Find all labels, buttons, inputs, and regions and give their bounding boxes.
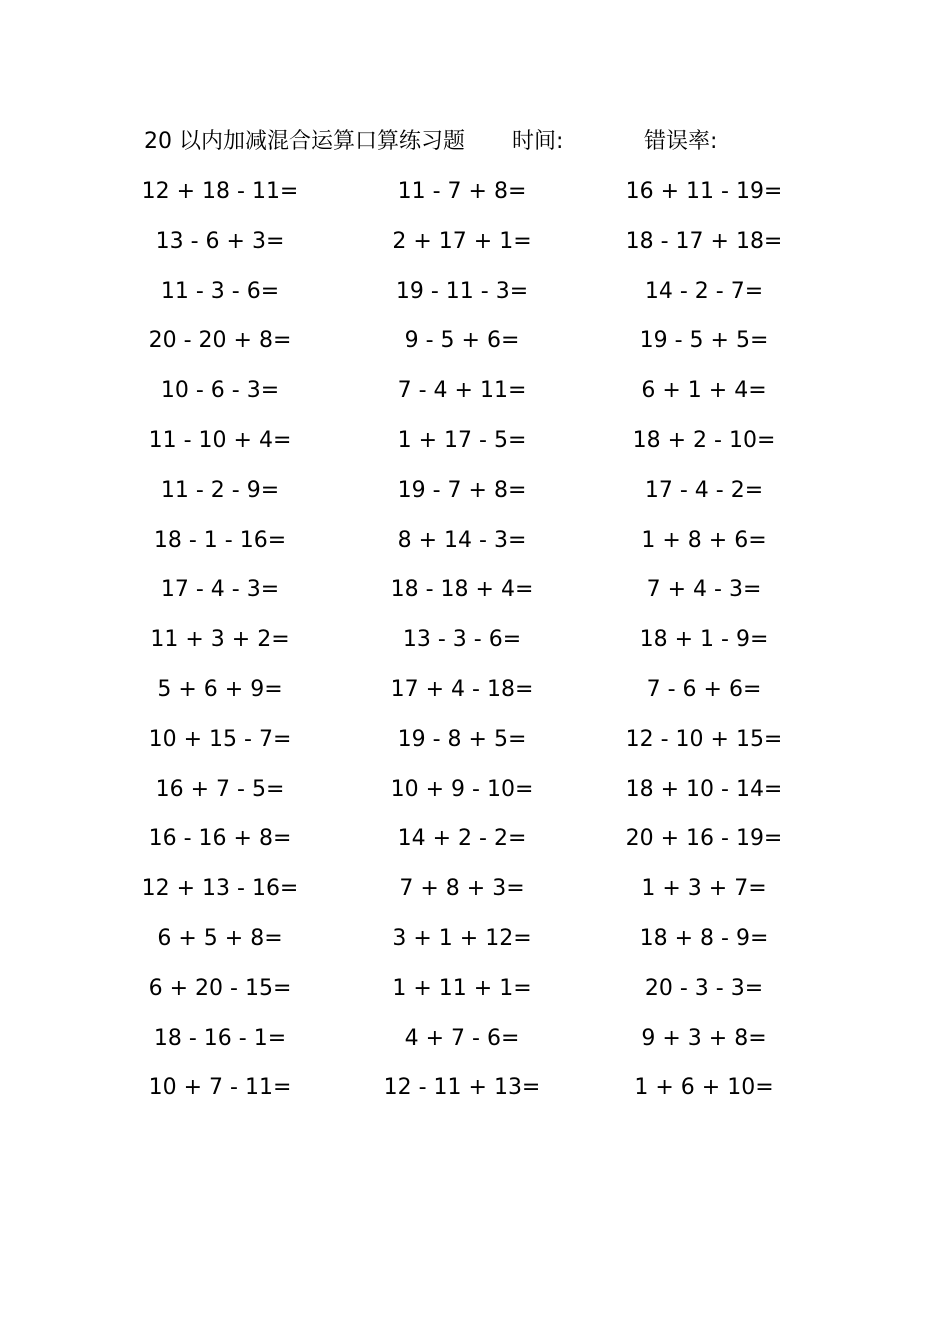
math-problem: 12 + 13 - 16= [141,876,299,902]
problem-row [0,570,950,620]
math-problem: 1 + 17 - 5= [397,427,527,453]
problem-row [0,1019,950,1069]
math-problem: 10 + 15 - 7= [148,726,292,752]
math-problem: 3 + 1 + 12= [392,925,532,951]
math-problem: 10 + 9 - 10= [390,776,534,802]
math-problem: 18 - 16 - 1= [153,1025,287,1051]
problem-row [0,471,950,521]
math-problem: 18 + 1 - 9= [639,627,769,653]
math-problem: 18 - 1 - 16= [153,527,287,553]
math-problem: 20 - 20 + 8= [148,328,292,354]
math-problem: 2 + 17 + 1= [392,228,532,254]
math-problem: 12 - 11 + 13= [383,1075,541,1101]
math-problem: 1 + 6 + 10= [634,1075,774,1101]
math-problem: 5 + 6 + 9= [157,676,283,702]
math-problem: 18 - 18 + 4= [390,577,534,603]
problem-row [0,969,950,1019]
math-problem: 11 + 3 + 2= [150,627,290,653]
math-problem: 16 - 16 + 8= [148,826,292,852]
math-problem: 11 - 7 + 8= [397,179,527,204]
math-problem: 12 - 10 + 15= [625,726,783,752]
math-problem: 10 - 6 - 3= [160,378,280,404]
math-problem: 6 + 20 - 15= [148,975,292,1001]
worksheet-header [0,124,950,160]
math-problem: 10 + 7 - 11= [148,1075,292,1101]
math-problem: 17 - 4 - 3= [160,577,280,603]
math-problem: 7 + 8 + 3= [399,876,525,902]
math-problem: 19 - 5 + 5= [639,328,769,354]
math-problem: 7 - 4 + 11= [397,378,527,404]
math-problem: 7 + 4 - 3= [646,577,762,603]
math-problem: 11 - 10 + 4= [148,427,292,453]
problem-row [0,670,950,720]
problem-row [0,321,950,371]
problem-row [0,869,950,919]
math-problem: 16 + 7 - 5= [155,776,285,802]
math-problem: 9 - 5 + 6= [404,328,520,354]
problem-row [0,819,950,869]
math-problem: 1 + 11 + 1= [392,975,532,1001]
math-problem: 18 + 8 - 9= [639,925,769,951]
problem-row [0,620,950,670]
problem-row [0,521,950,571]
math-problem: 11 - 3 - 6= [160,278,280,304]
math-problem: 8 + 14 - 3= [397,527,527,553]
math-problem: 19 - 11 - 3= [395,278,529,304]
math-problem: 13 - 3 - 6= [402,627,522,653]
problem-row [0,720,950,770]
math-problem: 7 - 6 + 6= [646,676,762,702]
math-problem: 1 + 3 + 7= [641,876,767,902]
error-rate-label: 错误率: [644,129,718,154]
math-problem: 13 - 6 + 3= [155,228,285,254]
math-problem: 14 + 2 - 2= [397,826,527,852]
math-problem: 1 + 8 + 6= [641,527,767,553]
worksheet-title: 20 以内加减混合运算口算练习题 [144,129,465,154]
problem-row [0,421,950,471]
math-problem: 12 + 18 - 11= [141,179,299,204]
problem-row [0,770,950,820]
problem-row [0,1068,950,1118]
problem-row [0,919,950,969]
problem-row [0,222,950,272]
math-problem: 20 + 16 - 19= [625,826,783,852]
problem-row [0,371,950,421]
math-problem: 4 + 7 - 6= [404,1025,520,1051]
problem-row [0,272,950,322]
problem-row [0,172,950,222]
math-problem: 18 + 2 - 10= [632,427,776,453]
math-problem: 17 + 4 - 18= [390,676,534,702]
math-problem: 6 + 1 + 4= [641,378,767,404]
math-problem: 16 + 11 - 19= [625,179,783,204]
problem-grid [0,172,950,1118]
math-problem: 17 - 4 - 2= [644,477,764,503]
math-problem: 19 - 7 + 8= [397,477,527,503]
math-problem: 14 - 2 - 7= [644,278,764,304]
math-problem: 6 + 5 + 8= [157,925,283,951]
time-label: 时间: [512,129,564,154]
math-problem: 19 - 8 + 5= [397,726,527,752]
math-problem: 9 + 3 + 8= [641,1025,767,1051]
math-problem: 20 - 3 - 3= [644,975,764,1001]
math-problem: 11 - 2 - 9= [160,477,280,503]
math-problem: 18 + 10 - 14= [625,776,783,802]
math-problem: 18 - 17 + 18= [625,228,783,254]
